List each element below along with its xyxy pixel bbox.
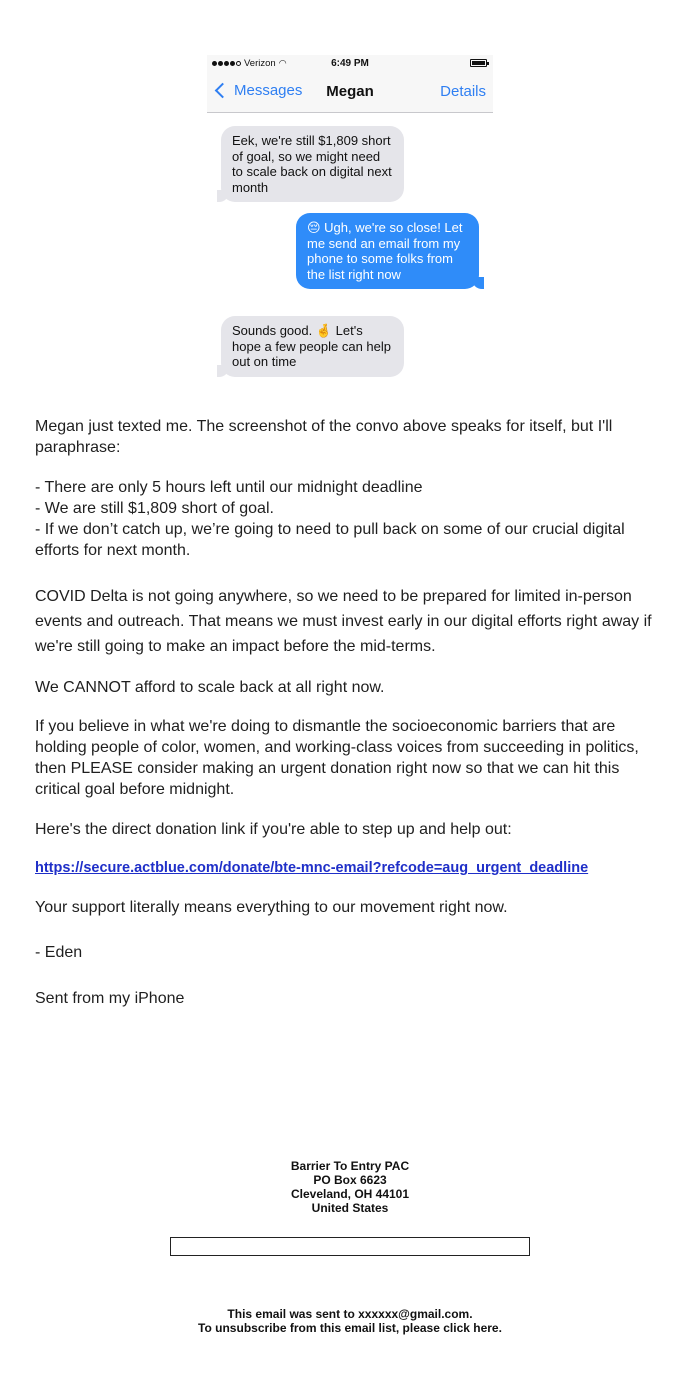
sent-to-notice: This email was sent to xxxxxx@gmail.com. xyxy=(227,1307,473,1321)
contact-name: Megan xyxy=(326,83,374,100)
message-bubble-incoming: Sounds good. 🤞 Let's hope a few people can help out on time xyxy=(221,316,404,377)
country: United States xyxy=(311,1201,389,1215)
signoff: - Eden xyxy=(35,944,83,961)
battery-icon xyxy=(470,59,487,67)
list-item: - If we don’t catch up, we’re going to need to pull back on some of our crucial digital efforts for next month. xyxy=(35,521,625,559)
carrier-name: Verizon xyxy=(244,58,276,69)
covid-paragraph: COVID Delta is not going anywhere, so we need to be prepared for limited in-person events and outreach. That means we must invest early in our digital efforts right away if we're still going to make an impact before the mid-terms. xyxy=(35,588,652,655)
message-bubble-incoming: Eek, we're still $1,809 short of goal, so we might need to scale back on digital next month xyxy=(221,126,404,202)
status-time: 6:49 PM xyxy=(331,58,369,69)
list-item: - We are still $1,809 short of goal. xyxy=(35,500,274,517)
empty-frame xyxy=(170,1237,530,1256)
footer-note xyxy=(0,1307,700,1335)
list-item: - There are only 5 hours left until our midnight deadline xyxy=(35,479,423,496)
wifi-icon: ◠ xyxy=(278,58,287,68)
org-name: Barrier To Entry PAC xyxy=(290,1159,410,1173)
details-button[interactable]: Details xyxy=(440,83,486,100)
donation-link-line xyxy=(35,858,665,879)
po-box: PO Box 6623 xyxy=(313,1173,387,1187)
city-state-zip: Cleveland, OH 44101 xyxy=(290,1187,410,1201)
appeal-paragraph: If you believe in what we're doing to dismantle the socioeconomic barriers that are holding people of color, women, and working-class voices from succeeding in politics, then PLEASE consider making an urgent donation right now so that we can hit this critical goal before midnight. xyxy=(35,718,639,798)
unsubscribe-link[interactable]: To unsubscribe from this email list, please click here. xyxy=(198,1321,502,1335)
message-bubble-outgoing: 😔 Ugh, we're so close! Let me send an email from my phone to some folks from the list right now xyxy=(296,213,479,289)
mailing-address xyxy=(0,1159,700,1215)
sent-from-signature: Sent from my iPhone xyxy=(35,990,185,1007)
back-label: Messages xyxy=(234,82,303,99)
donation-link[interactable]: https://secure.actblue.com/donate/bte-mnc-email?refcode=aug_urgent_deadline xyxy=(35,860,589,876)
summary-list xyxy=(35,477,665,561)
messages-nav-bar xyxy=(207,71,493,113)
support-paragraph: Your support literally means everything to our movement right now. xyxy=(35,899,508,916)
status-bar xyxy=(207,55,493,71)
text-conversation-screenshot xyxy=(207,55,493,381)
cannot-paragraph: We CANNOT afford to scale back at all right now. xyxy=(35,679,385,696)
link-intro-paragraph: Here's the direct donation link if you're able to step up and help out: xyxy=(35,821,512,838)
intro-paragraph: Megan just texted me. The screenshot of the convo above speaks for itself, but I'll paraphrase: xyxy=(35,418,613,456)
